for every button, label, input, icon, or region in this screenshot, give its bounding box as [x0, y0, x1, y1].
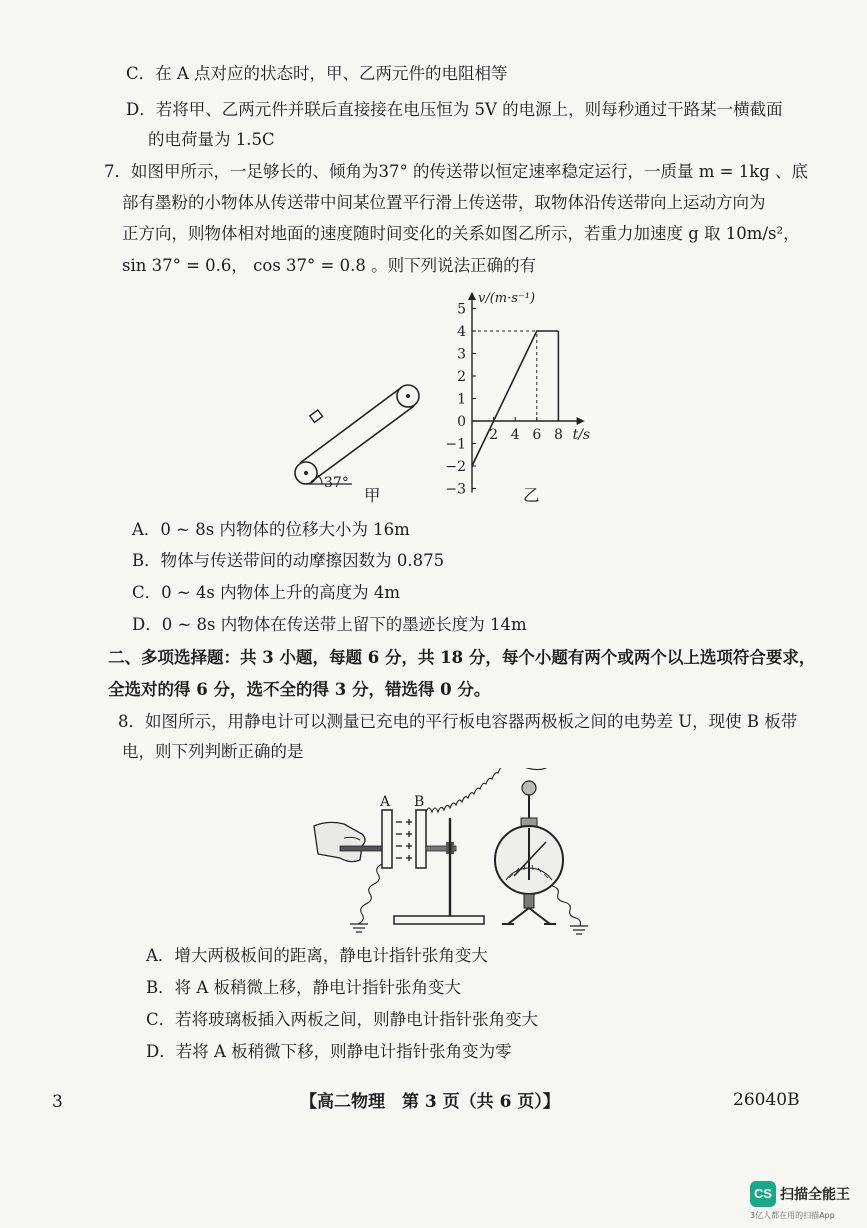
angle-label: 37° [324, 475, 349, 491]
ground-symbols [350, 924, 588, 934]
q7-option-a: A．0 ~ 8s 内物体的位移大小为 16m [132, 520, 410, 539]
y-tick-label: −2 [445, 459, 466, 475]
x-axis-arrow [577, 417, 585, 425]
q7-stem-line1: 7．如图甲所示，一足够长的、倾角为37° 的传送带以恒定速率稳定运行，一质量 m = 1kg 、底 [104, 162, 808, 181]
ground-wire-right [552, 886, 581, 926]
page-footer: 【高二物理 第 3 页（共 6 页）】 [300, 1092, 560, 1112]
y-axis-arrow [468, 292, 476, 300]
y-tick-label: −3 [445, 481, 466, 498]
x-tick-label: 4 [510, 427, 520, 443]
y-tick-label: −1 [445, 436, 466, 453]
section2-header-line2: 全选对的得 6 分，选不全的得 3 分，错选得 0 分。 [108, 680, 491, 699]
y-tick-label: 2 [457, 369, 466, 385]
q7-stem-line3: 正方向，则物体相对地面的速度随时间变化的关系如图乙所示，若重力加速度 g 取 10m/s²， [122, 224, 800, 243]
figure-jia-label: 甲 [364, 486, 381, 505]
q6-option-c: C．在 A 点对应的状态时，甲、乙两元件的电阻相等 [126, 64, 508, 83]
bottom-roller-axle [304, 471, 308, 475]
y-tick-label: 5 [457, 301, 466, 318]
scanner-watermark [746, 1179, 864, 1225]
plate-a-label: A [380, 794, 391, 810]
stand-base [394, 916, 484, 924]
q8-option-d: D．若将 A 板稍微下移，则静电计指针张角变为零 [146, 1042, 512, 1061]
q8-option-b: B．将 A 板稍微上移，静电计指针张角变大 [146, 978, 462, 997]
capacitor-electrometer-figure [310, 768, 610, 936]
figure-yi-label: 乙 [523, 486, 540, 505]
hand [314, 822, 365, 861]
y-tick-label: 1 [457, 391, 466, 408]
plate-b-label: B [414, 794, 425, 810]
y-tick-label: 3 [457, 346, 466, 363]
paper-code: 26040B [733, 1090, 800, 1110]
left-edge-mark: 3 [52, 1092, 63, 1112]
q7-option-b: B．物体与传送带间的动摩擦因数为 0.875 [132, 551, 445, 570]
q6-option-d-line1: D．若将甲、乙两元件并联后直接接在电压恒为 5V 的电源上，则每秒通过干路某一横截面 [126, 100, 783, 119]
origin-label: 0 [457, 414, 466, 430]
q8-option-a: A．增大两极板间的距离，静电计指针张角变大 [146, 946, 488, 965]
belt [295, 385, 419, 484]
q7-stem-line2: 部有墨粉的小物体从传送带中间某位置平行滑上传送带，取物体沿传送带向上运动方向为 [122, 193, 766, 212]
y-axis-label: v/(m·s⁻¹) [478, 291, 536, 306]
velocity-time-chart [440, 284, 600, 500]
plate-a [382, 810, 392, 868]
q8-stem-line1: 8．如图所示，用静电计可以测量已充电的平行板电容器两极板之间的电势差 U，现使 B 板带 [118, 712, 798, 731]
x-tick-label: 2 [489, 427, 499, 443]
y-tick-label: 4 [457, 324, 466, 340]
q7-option-d: D．0 ~ 8s 内物体在传送带上留下的墨迹长度为 14m [132, 615, 527, 634]
conveyor-belt-figure [280, 375, 440, 505]
watermark-tagline: 3亿人都在用的扫描App [750, 1211, 835, 1220]
watermark-name: 扫描全能王 [780, 1187, 850, 1203]
top-roller-axle [406, 394, 410, 398]
velocity-line [472, 331, 558, 466]
ground-wire-left [358, 864, 382, 924]
q7-option-c: C．0 ~ 4s 内物体上升的高度为 4m [132, 583, 401, 602]
x-tick-label: 8 [553, 427, 563, 443]
plate-b [416, 810, 426, 868]
q7-stem-line4: sin 37° = 0.6， cos 37° = 0.8 。则下列说法正确的有 [122, 256, 537, 275]
x-tick-label: 6 [532, 427, 542, 443]
section2-header-line1: 二、多项选择题：共 3 小题，每题 6 分，共 18 分，每个小题有两个或两个以上选项符合要求， [108, 648, 816, 667]
q8-option-c: C．若将玻璃板插入两板之间，则静电计指针张角变大 [146, 1010, 539, 1029]
q8-stem-line2: 电，则下列判断正确的是 [122, 742, 304, 761]
small-block [310, 410, 323, 422]
x-axis-label: t/s [572, 427, 591, 443]
camscanner-logo-icon: CS [750, 1181, 776, 1207]
electrometer-knob [522, 781, 536, 795]
q6-option-d-line2: 的电荷量为 1.5C [148, 130, 275, 149]
